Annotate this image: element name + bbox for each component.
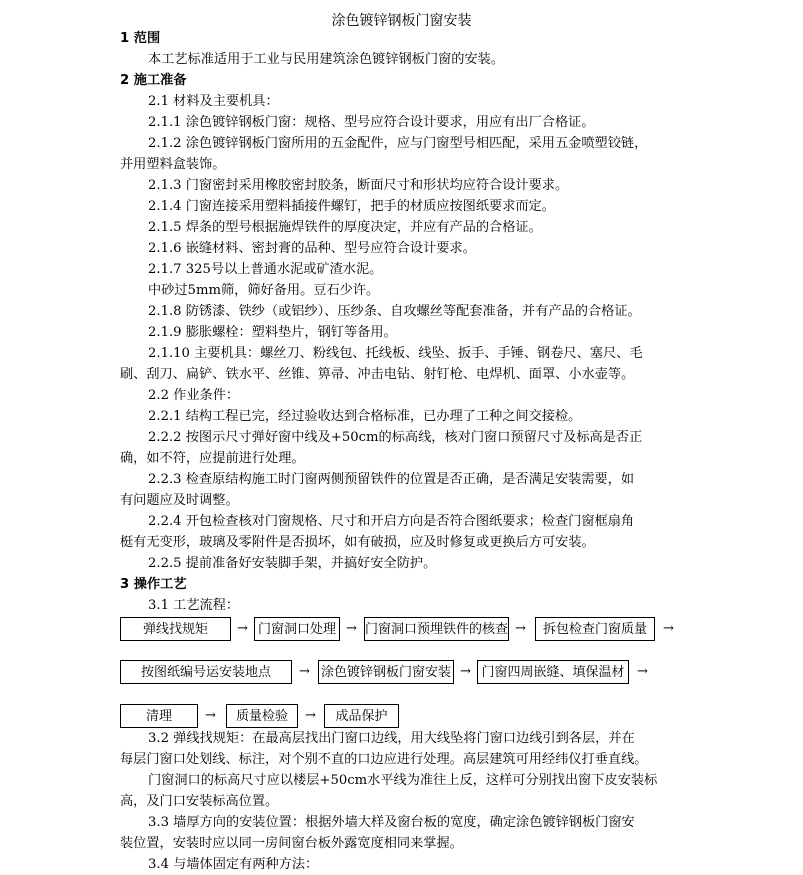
flow-step-box: 按图纸编号运安装地点	[120, 660, 292, 684]
paragraph-line: 2.1.4 门窗连接采用塑料插接件螺钉，把手的材质应按图纸要求而定。	[148, 199, 555, 214]
paragraph-line: 每层门窗口处划线、标注，对个别不直的口边应进行处理。高层建筑可用经纬仪打垂直线。	[120, 752, 648, 767]
paragraph-line: 2.1.8 防锈漆、铁纱（或铝纱）、压纱条、自攻螺丝等配套准备，并有产品的合格证。	[148, 304, 641, 319]
paragraph-line: 3.2 弹线找规矩：在最高层找出门窗口边线，用大线坠将门窗口边线引到各层，并在	[148, 731, 635, 746]
paragraph-line: 2.1.1 涂色镀锌钢板门窗：规格、型号应符合设计要求，用应有出厂合格证。	[148, 115, 595, 130]
flow-arrow: →	[205, 708, 216, 723]
subsection-heading: 2.2 作业条件：	[148, 388, 240, 403]
paragraph-line: 2.2.3 检查原结构施工时门窗两侧预留铁件的位置是否正确，是否满足安装需要，如	[148, 472, 635, 487]
paragraph-line: 门窗洞口的标高尺寸应以楼层+50cm水平线为准往上反，这样可分别找出窗下皮安装标	[148, 773, 658, 788]
flow-step-box: 质量检验	[226, 704, 298, 728]
flow-step-box: 拆包检查门窗质量	[535, 617, 655, 641]
flow-arrow: →	[299, 664, 310, 679]
paragraph-line: 2.1.10 主要机具：螺丝刀、粉线包、托线板、线坠、扳手、手锤、钢卷尺、塞尺、毛	[148, 346, 643, 361]
section-3-heading: 3 操作工艺	[120, 577, 187, 592]
paragraph-line: 3.3 墙厚方向的安装位置：根据外墙大样及窗台板的宽度，确定涂色镀锌钢板门窗安	[148, 815, 635, 830]
flow-arrow: →	[305, 708, 316, 723]
paragraph-line: 并用塑料盒装饰。	[120, 157, 226, 172]
flow-step-box: 清理	[120, 704, 198, 728]
paragraph-line: 装位置，安装时应以同一房间窗台板外露宽度相同来掌握。	[120, 836, 463, 851]
flow-arrow: →	[515, 621, 526, 636]
subsection-heading: 3.1 工艺流程：	[148, 598, 240, 613]
paragraph-line: 2.1.6 嵌缝材料、密封膏的品种、型号应符合设计要求。	[148, 241, 476, 256]
subsection-heading: 2.1 材料及主要机具：	[148, 94, 279, 109]
flow-arrow: →	[460, 664, 471, 679]
flow-step-box: 门窗洞口处理	[254, 617, 340, 641]
paragraph-line: 梃有无变形，玻璃及零附件是否损坏，如有破损，应及时修复或更换后方可安装。	[120, 535, 595, 550]
section-1-heading: 1 范围	[120, 31, 161, 46]
section-2-heading: 2 施工准备	[120, 73, 187, 88]
paragraph-line: 本工艺标准适用于工业与民用建筑涂色镀锌钢板门窗的安装。	[148, 52, 505, 67]
flow-arrow: →	[346, 621, 357, 636]
paragraph-line: 2.1.9 膨胀螺栓：塑料垫片，钢钉等备用。	[148, 325, 397, 340]
paragraph-line: 高，及门口安装标高位置。	[120, 794, 279, 809]
paragraph-line: 有问题应及时调整。	[120, 493, 239, 508]
flow-step-box: 弹线找规矩	[120, 617, 231, 641]
flow-arrow: →	[237, 621, 248, 636]
paragraph-line: 2.1.7 325号以上普通水泥或矿渣水泥。	[148, 262, 383, 277]
paragraph-line: 2.1.5 焊条的型号根据施焊铁件的厚度决定，并应有产品的合格证。	[148, 220, 542, 235]
paragraph-line: 2.2.4 开包检查核对门窗规格、尺寸和开启方向是否符合图纸要求；检查门窗框扇角	[148, 514, 635, 529]
paragraph-line: 2.2.2 按图示尺寸弹好窗中线及+50cm的标高线，核对门窗口预留尺寸及标高是否正	[148, 430, 643, 445]
flow-step-box: 成品保护	[324, 704, 399, 728]
paragraph-line: 2.1.3 门窗密封采用橡胶密封胶条，断面尺寸和形状均应符合设计要求。	[148, 178, 569, 193]
paragraph-line: 2.2.1 结构工程已完，经过验收达到合格标准，已办理了工种之间交接检。	[148, 409, 582, 424]
flow-step-box: 门窗四周嵌缝、填保温材	[477, 660, 629, 684]
paragraph-line: 刷、刮刀、扁铲、铁水平、丝锥、箅帚、冲击电钻、射钉枪、电焊机、面罩、小水壶等。	[120, 367, 635, 382]
paragraph-line: 2.1.2 涂色镀锌钢板门窗所用的五金配件，应与门窗型号相匹配，采用五金喷塑铰链，	[148, 136, 648, 151]
paragraph-line: 2.2.5 提前准备好安装脚手架，并搞好安全防护。	[148, 556, 437, 571]
document-title: 涂色镀锌钢板门窗安装	[331, 13, 472, 29]
flow-arrow: →	[637, 664, 648, 679]
flow-step-box: 涂色镀锌钢板门窗安装	[318, 660, 454, 684]
flow-step-box: 门窗洞口预埋铁件的核查	[364, 617, 509, 641]
paragraph-line: 3.4 与墙体固定有两种方法：	[148, 857, 319, 872]
paragraph-line: 确，如不符，应提前进行处理。	[120, 451, 305, 466]
flow-arrow: →	[663, 621, 674, 636]
paragraph-line: 中砂过5mm筛，筛好备用。豆石少许。	[148, 283, 380, 298]
